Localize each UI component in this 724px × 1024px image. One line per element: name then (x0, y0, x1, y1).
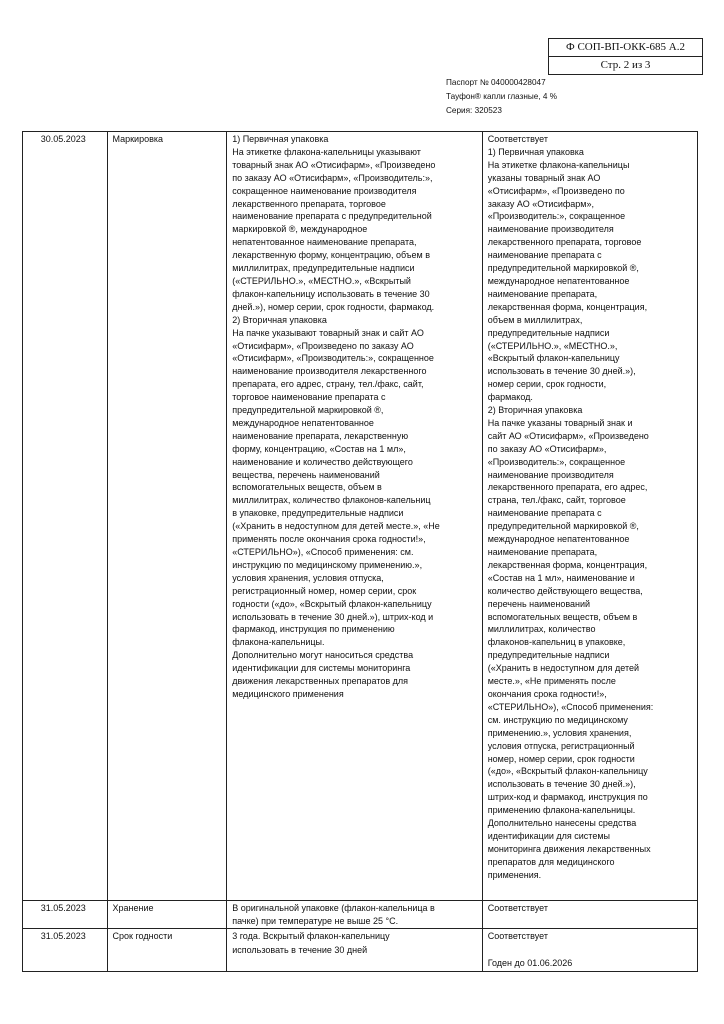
text-line: 1) Первичная упаковка (487, 146, 584, 157)
text-line: предупредительные надписи (487, 327, 610, 338)
text-line: международное непатентованное (487, 534, 630, 545)
text-line: Соответствует (487, 134, 548, 144)
text-line: («Хранить в недоступном для детей месте.», «Не (232, 521, 440, 532)
text-line: Годен до 01.06.2026 (487, 957, 573, 968)
text-line: наименование производителя (487, 224, 614, 235)
text-line: непатентованное наименование препарата, (232, 237, 417, 248)
text-line: миллилитрах, количество (487, 624, 596, 635)
table-row (23, 901, 698, 929)
result-cell (482, 132, 697, 901)
requirement-cell (227, 901, 483, 929)
text-line: объем в миллилитрах, (487, 314, 583, 325)
text-line: штрих-код и фармакод, инструкция по (487, 792, 648, 803)
text-line: («СТЕРИЛЬНО.», «МЕСТНО.», (487, 340, 618, 351)
text-line: предупредительной маркировкой ®, (487, 521, 639, 532)
text-line (488, 944, 694, 957)
result-cell (482, 929, 697, 972)
text-line: «Производитель:», сокращенное (487, 211, 626, 222)
text-line: форму, концентрацию, «Состав на 1 мл», (232, 443, 406, 454)
text-line: флакона-капельницы. (232, 637, 325, 648)
text-line: В оригинальной упаковке (флакон-капельница в (232, 903, 435, 913)
text-line: 1) Первичная упаковка (232, 134, 329, 144)
text-line: («до», «Вскрытый флакон-капельницу (487, 766, 648, 777)
text-line: сокращенное наименование производителя (232, 185, 417, 196)
text-line: окончания срока годности!», (487, 688, 607, 699)
text-line: («Хранить в недоступном для детей (487, 663, 639, 674)
text-line: Дополнительно нанесены средства (487, 818, 637, 829)
text-line: На этикетке флакона-капельницы (487, 159, 630, 170)
text-line: лекарственную форму, концентрацию, объем в (232, 250, 430, 261)
text-line: лекарственного препарата, торговое (487, 237, 642, 248)
text-line: «Отисифарм», «Произведено по (487, 185, 625, 196)
text-line: На пачке указывают товарный знак и сайт АО (232, 327, 424, 338)
text-line: «Отисифарм», «Производитель:», сокращенное (232, 353, 434, 364)
text-line: вспомогательных веществ, объем в (487, 611, 638, 622)
text-line: использовать в течение 30 дней (232, 944, 368, 955)
text-line: перечень наименований (487, 598, 591, 609)
result-cell (482, 901, 697, 929)
text-line: использовать в течение 30 дней.»), (487, 779, 636, 790)
text-line: флакон-капельницу использовать в течение 30 (232, 288, 430, 299)
text-line: «СТЕРИЛЬНО»), «Способ применения: (487, 701, 654, 712)
text-line: использовать в течение 30 дней.»), штрих-код и (232, 611, 434, 622)
text-line: дней.»), номер серии, срок годности, фармакод. (232, 301, 435, 312)
requirement-cell (227, 132, 483, 901)
form-code-box (548, 38, 703, 75)
text-line: инструкцию по медицинскому применению.», (232, 559, 423, 570)
text-line: фармакод. (487, 392, 533, 403)
text-line: флаконов-капельниц в упаковке, (487, 637, 626, 648)
text-line: применения. (487, 869, 542, 880)
text-line: условия хранения, условия отпуска, (232, 572, 384, 583)
text-line: лекарственная форма, концентрация, (487, 559, 648, 570)
requirement-cell (227, 929, 483, 972)
passport-info (446, 76, 557, 118)
text-line: мониторинга движения лекарственных (487, 843, 651, 854)
text-line: международное непатентованное (487, 275, 630, 286)
text-line: движения лекарственных препаратов для (232, 676, 409, 687)
text-line: лекарственного препарата, его адрес, (487, 482, 648, 493)
text-line: наименование препарата с (487, 250, 602, 261)
text-line: предупредительные надписи (487, 650, 610, 661)
text-line: наименование препарата, лекарственную (232, 430, 409, 441)
text-line: см. инструкцию по медицинскому (487, 714, 628, 725)
text-line: лекарственного препарата, торговое (232, 198, 386, 209)
text-line: заказу АО «Отисифарм», (487, 198, 594, 209)
text-line: идентификации для системы (487, 830, 610, 841)
text-line: количество действующего вещества, (487, 585, 643, 596)
text-line: «Вскрытый флакон-капельницу (487, 353, 620, 364)
text-line: наименование препарата с (487, 508, 602, 519)
page-number: Стр. 2 из 3 (549, 56, 702, 74)
text-line: регистрационный номер, номер серии, срок (232, 585, 417, 596)
text-line: Соответствует (487, 931, 548, 942)
parameter-cell: Срок годности (107, 929, 227, 972)
text-line: 2) Вторичная упаковка (232, 314, 327, 325)
text-line: лекарственная форма, концентрация, (487, 301, 648, 312)
text-line: применять после окончания срока годности!», (232, 534, 426, 545)
text-line: маркировкой ®, международное (232, 224, 368, 235)
text-line: пачке) при температуре не выше 25 °С. (232, 916, 399, 927)
text-line: предупредительной маркировкой ®, (232, 405, 384, 416)
date-cell: 31.05.2023 (23, 901, 108, 929)
text-line: по заказу АО «Отисифарм», (487, 443, 607, 454)
passport-number: Паспорт № 040000428047 (446, 78, 546, 87)
text-line: сайт АО «Отисифарм», «Произведено (487, 430, 649, 441)
text-line: 3 года. Вскрытый флакон-капельницу (232, 931, 390, 942)
text-line: наименование производителя лекарственного (232, 366, 427, 377)
series-number: Серия: 320523 (446, 106, 502, 115)
text-line: по заказу АО «Отисифарм», «Производитель:», (232, 172, 433, 183)
text-line: международное непатентованное (232, 417, 374, 428)
product-name: Тауфон® капли глазные, 4 % (446, 92, 558, 101)
text-line: На этикетке флакона-капельницы указывают (232, 146, 421, 157)
text-line: идентификации для системы мониторинга (232, 663, 411, 674)
text-line: «Состав на 1 мл», наименование и (487, 572, 635, 583)
text-line: медицинского применения (232, 688, 344, 699)
text-line: «Производитель:», сокращенное (487, 456, 626, 467)
text-line: препаратов для медицинского (487, 856, 615, 867)
text-line: «Отисифарм», «Произведено по заказу АО (232, 340, 414, 351)
text-line: торговое наименование препарата с (232, 392, 386, 403)
text-line: месте.», «Не применять после (487, 676, 616, 687)
form-code: Ф СОП-ВП-ОКК-685 А.2 (566, 41, 685, 53)
text-line: миллилитрах, предупредительные надписи (232, 263, 415, 274)
text-line: вещества, перечень наименований (232, 469, 380, 480)
text-line: применению флакона-капельницы. (487, 805, 636, 816)
text-line: годности («до», «Вскрытый флакон-капельницу (232, 598, 432, 609)
text-line: в упаковке, предупредительные надписи (232, 508, 404, 519)
text-line: препарата, его адрес, страну, тел./факс, сайт, (232, 379, 424, 390)
text-line: применению.», условия хранения, (487, 727, 632, 738)
date-cell: 30.05.2023 (23, 132, 108, 901)
text-line: наименование и количество действующего (232, 456, 413, 467)
text-line: «СТЕРИЛЬНО»), «Способ применения: см. (232, 547, 414, 557)
text-line: На пачке указаны товарный знак и (487, 417, 633, 428)
text-line: наименование производителя (487, 469, 614, 480)
text-line: миллилитрах, количество флаконов-капельниц (232, 495, 431, 506)
text-line: страна, тел./факс, сайт, торговое (487, 495, 626, 506)
text-line: товарный знак АО «Отисифарм», «Произведено (232, 159, 436, 170)
parameter-cell: Хранение (107, 901, 227, 929)
text-line: фармакод, инструкция по применению (232, 624, 395, 635)
text-line: условия отпуска, регистрационный (487, 740, 635, 751)
date-cell: 31.05.2023 (23, 929, 108, 972)
text-line: Соответствует (487, 903, 548, 913)
text-line: указаны товарный знак АО (487, 172, 601, 183)
text-line: номер, номер серии, срок годности (487, 753, 635, 764)
text-line: номер серии, срок годности, (487, 379, 607, 390)
text-line: 2) Вторичная упаковка (487, 405, 583, 416)
text-line: наименование препарата, (487, 288, 598, 299)
text-line: наименование препарата, (487, 547, 598, 557)
text-line: использовать в течение 30 дней.»), (487, 366, 636, 377)
text-line: вспомогательных веществ, объем в (232, 482, 382, 493)
text-line: Дополнительно могут наноситься средства (232, 650, 414, 661)
text-line: наименование препарата с предупредительной (232, 211, 432, 222)
text-line: предупредительной маркировкой ®, (487, 263, 639, 274)
table-row (23, 132, 698, 901)
table-row (23, 929, 698, 972)
parameter-cell: Маркировка (107, 132, 227, 901)
results-table (22, 131, 698, 972)
text-line: («СТЕРИЛЬНО.», «МЕСТНО.», «Вскрытый (232, 275, 411, 286)
